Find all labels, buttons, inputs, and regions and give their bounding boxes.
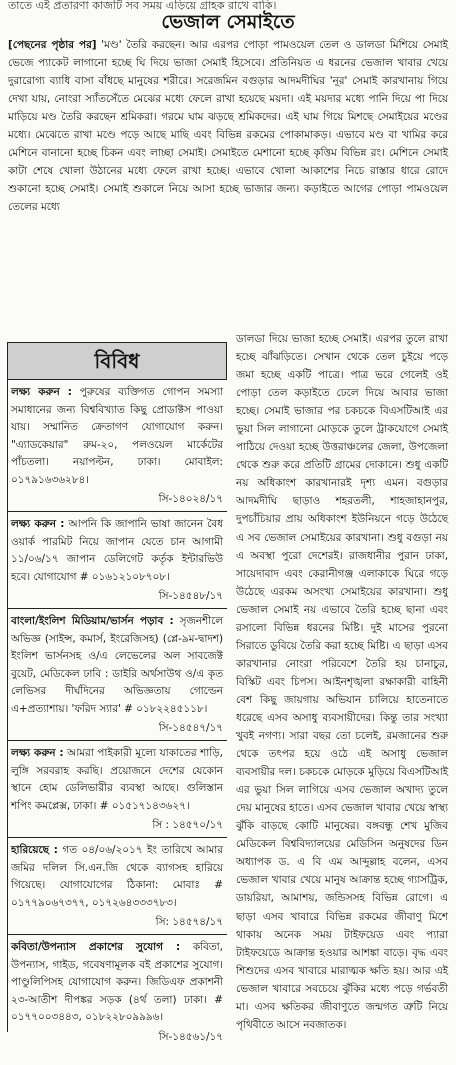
classified-ad — [7, 935, 227, 1049]
ad-lead: হারিয়েছে : — [11, 844, 58, 856]
ad-body: আপনি কি জাপানি ভাষা জানেন বৈধ ওয়ার্ক পারমিট নিয়ে জাপান যেতে চান আগামী ১১/০৬/১৭ জাপান ডেলিগেট কর্তৃক ইন্টারভিউ হবে। যোগাযোগ # ০১৬১২১০৮৭০৮। — [11, 518, 223, 583]
ad-body: সৃজনশীলে অভিজ্ঞ (সাইন্স, কমার্স, ইংরেজিসহ) (প্লে-৯ম-দ্বাদশ) ইংলিশ ভার্সনসহ ও/এ লেভেলের অল সাবজেক্ট বুয়েট, মেডিকেল ঢাবি : ডাইরি অর্থসাউথ ও/এ কৃত লেভিসর দীর্ঘদিনের অভিজ্ঞতায় গোল্ডেন এ+প্রত্যাশায়। 'ফরিদ স্যার' # ০১৮২২৪৫১১৮। — [11, 615, 224, 715]
ad-code: সি-১৪৫৪৮/১৭ — [158, 590, 223, 602]
ad-lead: লক্ষ্য করুন : — [11, 518, 65, 530]
ad-code: সি-১৪৫৪৭/১৭ — [158, 722, 223, 734]
ad-lead: লক্ষ্য করুন : — [11, 747, 64, 759]
article-body-top — [8, 36, 448, 216]
ad-body: কবিতা, উপন্যাস, গাইড, গবেষণামূলক বই প্রকাশের সুযোগ। পাণ্ডুলিপিসহ যোগাযোগ করুন। জিডিএফ প্রকাশনী ২৩-আতীশ দীপঙ্কর সড়ক (৪র্থ তলা) ঢাকা। # ০১৭৭০০৩৪৪৩, ০১৮২২৮০৯৯৯৬। — [11, 941, 223, 1023]
ad-code: সি-১৪৫৬১/১৭ — [158, 1030, 223, 1043]
ad-code: সি: ১৪৫৭৪/১৭ — [155, 916, 223, 928]
classified-ad — [7, 838, 227, 935]
ad-lead: বাংলা/ইংলিশ মিডিয়াম/ভার্সন পড়াব : — [11, 615, 174, 627]
cut-off-top-text: তাতে এই প্রতারণা কাজটি সব সময় এড়িয়ে গ্রাহক রাখে বাকি। — [8, 0, 277, 10]
article-headline: ভেজাল সেমাইতে — [161, 11, 295, 33]
continuation-marker: [পেছনের পৃষ্ঠার পর] — [8, 39, 97, 51]
ad-body: আমরা পাইকারী মূল্যে যাকাতের শাড়ি, লুঙ্গি সরবরাহ করছি। প্রয়োজনে দেশের যেকোন স্থানে হোম ডেলিভারীর ব্যবস্থা আছে। গুলিস্তান শপিং কমপ্লেক্স, ঢাকা। # ০১৫১৭১৪৩৬২৭। — [11, 747, 223, 812]
ad-body: গত ০৪/০৬/২০১৭ ইং তারিখে আমার জমির দলিল সি.এন.জি থেকে ব্যাগসহ হারিয়ে গিয়েছে। যোগাযোগের ঠিকানা: মোবাঃ # ০১৭৭৯০৬৭৩৭৭, ০১৭২৬৪৩৩৩৭৮৩। — [11, 844, 224, 909]
classified-ad — [7, 380, 227, 512]
ad-body: পুরুষের ব্যক্তিগত গোপন সমস্যা সমাধানের জন্য বিশ্ববিখ্যাত কিছু প্রোডাক্টস পাওয়া যায়। সম্মানিত ক্রেতাগণ যোগাযোগ করুন। "এ্যাডকেয়ার" রুম-২০, পলওয়েল মার্কেটের পাঁচতলা। নয়াপল্টন, ঢাকা। মোবাইল: ০১৭৯১৬৩৬২৮৪। — [11, 386, 223, 486]
article-body-right-column: ডালডা দিয়ে ভাজা হচ্ছে সেমাই। এরপর তুলে রাখা হচ্ছে ঝাঁঝড়িতে। সেখান থেকে তেল চুইয়ে পড়ে জমা হচ্ছে একটি পাত্রে। পাত্র ভরে গেলেই ওই পোড়া তেল কড়াইতে ঢেলে দিয়ে আবার ভাজা হচ্ছে। সেমাই ভাজার পর চকচকে বিএসটিআই এর ভুয়া সিল লাগানো মোড়কে তুলে ট্রাকযোগে সেমাই পাঠিয়ে দেওয়া হচ্ছে উত্তরাঞ্চলের জেলা, উপজেলা থেকে শুরু করে প্রতিটি গ্রামের দোকানে। শুধু একটি নয় অধিকাংশ কারখানারই দৃশ্য এমন। বগুড়ার আদমদীঘি ছাড়াও শহরতলী, শাহজাহানপুর, দুপচাঁচিয়ার প্রায় অধিকাংশ ইউনিয়নে গড়ে উঠেছে এ সব ভেজাল সেমাইয়ের কারখানা। শুধু বগুড়া নয় এ অবস্থা পুরো দেশেরই। রাজধানীর পুরান ঢাকা, সায়েদাবাদ এবং কেরানীগঞ্জ এলাকাকে ঘিরে গড়ে উঠেছে এরকম অসংখ্য সেমাইয়ের কারখানা। শুধু ভেজাল সেমাই নয় এভাবে তৈরি হচ্ছে ছানা এবং রসালো বিভিন্ন ধরনের মিষ্টি। দুই মাসের পুরনো সিরাতে ডুবিয়ে তৈরি করা হচ্ছে মিষ্টি। এ ছাড়া এসব কারখানার নোংরা পরিবেশে তৈরি হয় চানাচুর, বিস্কিট এবং চিপস। আইনশৃঙ্খলা রক্ষাকারী বাহিনী বেশ কিছু জায়গায় অভিযান চালিয়ে হাতেনাতে ধরেছে এসব অসাধু ব্যবসায়ীদের। কিন্তু তার সংখ্যা খুবই নগণ্য। সারা বছর তো চলেই, রমজানের শুরু থেকে তৎপর হয়ে ওঠে এই অসাধু ভেজাল ব্যবসায়ীর দল। চকচকে মোড়কে মুড়িয়ে বিএসটিআই এর ভুয়া সিল লাগিয়ে এসব ভেজাল অখাদ্য তুলে দেয় মানুষের হাতে। এসব ভেজাল খাবার খেয়ে স্বাস্থ্য ঝুঁকি বাড়ছে কোটি মানুষের। বঙ্গবন্ধু শেখ মুজিব মেডিকেল বিশ্ববিদ্যালয়ের মেডিসিন অনুষদের ডিন অধ্যাপক ড. এ বি এম আব্দুল্লাহ বলেন, এসব ভেজাল খাবার খেয়ে মানুষ আক্রান্ত হচ্ছে গ্যাসট্রিক, ডায়রিয়া, আমাশয়, জন্ডিসসহ বিভিন্ন রোগে। এ ছাড়া এসব খাবারে বিভিন্ন রকমের জীবাণু মিশে থাকায় অনেক সময় টাইফয়েড এবং প্যারা টাইফয়েডে আক্রান্ত হওয়ার আশঙ্কা বাড়ে। বৃদ্ধ এবং শিশুদের এসব খাবারে মারাত্মক ক্ষতি হয়। আর এই ভেজাল খাবারে সবচেয়ে ঝুঁকির মধ্যে পড়ে গর্ভবতী মা। এসব ক্ষতিকর জীবাণুতে জন্মগত ত্রুটি নিয়ে পৃথিবীতে আসে নবজাতক। — [236, 333, 448, 1031]
column-rule — [7, 342, 8, 1032]
classifieds-section — [7, 342, 227, 1049]
classifieds-heading: বিবিধ — [7, 342, 227, 380]
ad-code: সি-১৪০২৪/১৭ — [158, 493, 223, 505]
classified-ad — [7, 512, 227, 609]
ad-lead: লক্ষ্য করুন : — [11, 386, 72, 398]
ad-code: সি : ১৪৫৭০/১৭ — [152, 819, 223, 831]
ad-lead: কবিতা/উপন্যাস প্রকাশের সুযোগ : — [11, 941, 181, 953]
classified-ad — [7, 741, 227, 838]
article-body-top-text: 'মণ্ড' তৈরি করছেন। আর এরপর পোড়া পামওয়েল তেল ও ডালডা মিশিয়ে সেমাই ভেজে প্যাকেট লাগানো হচ্ছে ঘি দিয়ে ভাজা সেমাই হিসেবে। প্রতিনিয়ত এ ধরনের ভেজাল খাবার খেয়ে দুরারোগ্য ব্যাধি বাসা বাঁধছে মানুষের শরীরে। সরেজমিন বগুড়ার আদমদীঘির 'নূর' সেমাই কারখানায় গিয়ে দেখা যায়, নোংরা স্যাঁতসেঁতে মেঝের মধ্যে ফেলে রাখা হয়েছে ময়দা। এই ময়দার মধ্যে পানি দিয়ে পা দিয়ে মাড়িয়ে মণ্ড তৈরি করছেন শ্রমিকরা। গরমে ঘাম ঝড়ছে শ্রমিকদের। এই ঘাম গিয়ে মিশছে সেমাইয়ের মণ্ডের মধ্যে। মেঝেতে রাখা মণ্ডে পড়ে আছে মাছি এবং বিভিন্ন রকমের পোকামাকড়। এভাবে মণ্ড বা খামির করে মেশিনে বানানো হচ্ছে চিকন এবং লাচ্ছা সেমাই। সেমাইতে মেশানো হচ্ছে কৃত্তিম বিভিন্ন রং। মেশিনে সেমাই কাটা শেষে খোলা উঠানের মধ্যে ফেলে রাখা হচ্ছে। এভাবে খোলা আকাশের নিচে রাস্তার ধারে রোদে শুকানো হচ্ছে সেমাই। সেমাই শুকালে নিয়ে আসা হচ্ছে ভাজার জন্য। কড়াইতে আগের পোড়া পামওয়েল তেলের মধ্যে — [8, 39, 448, 213]
classified-ad — [7, 609, 227, 741]
